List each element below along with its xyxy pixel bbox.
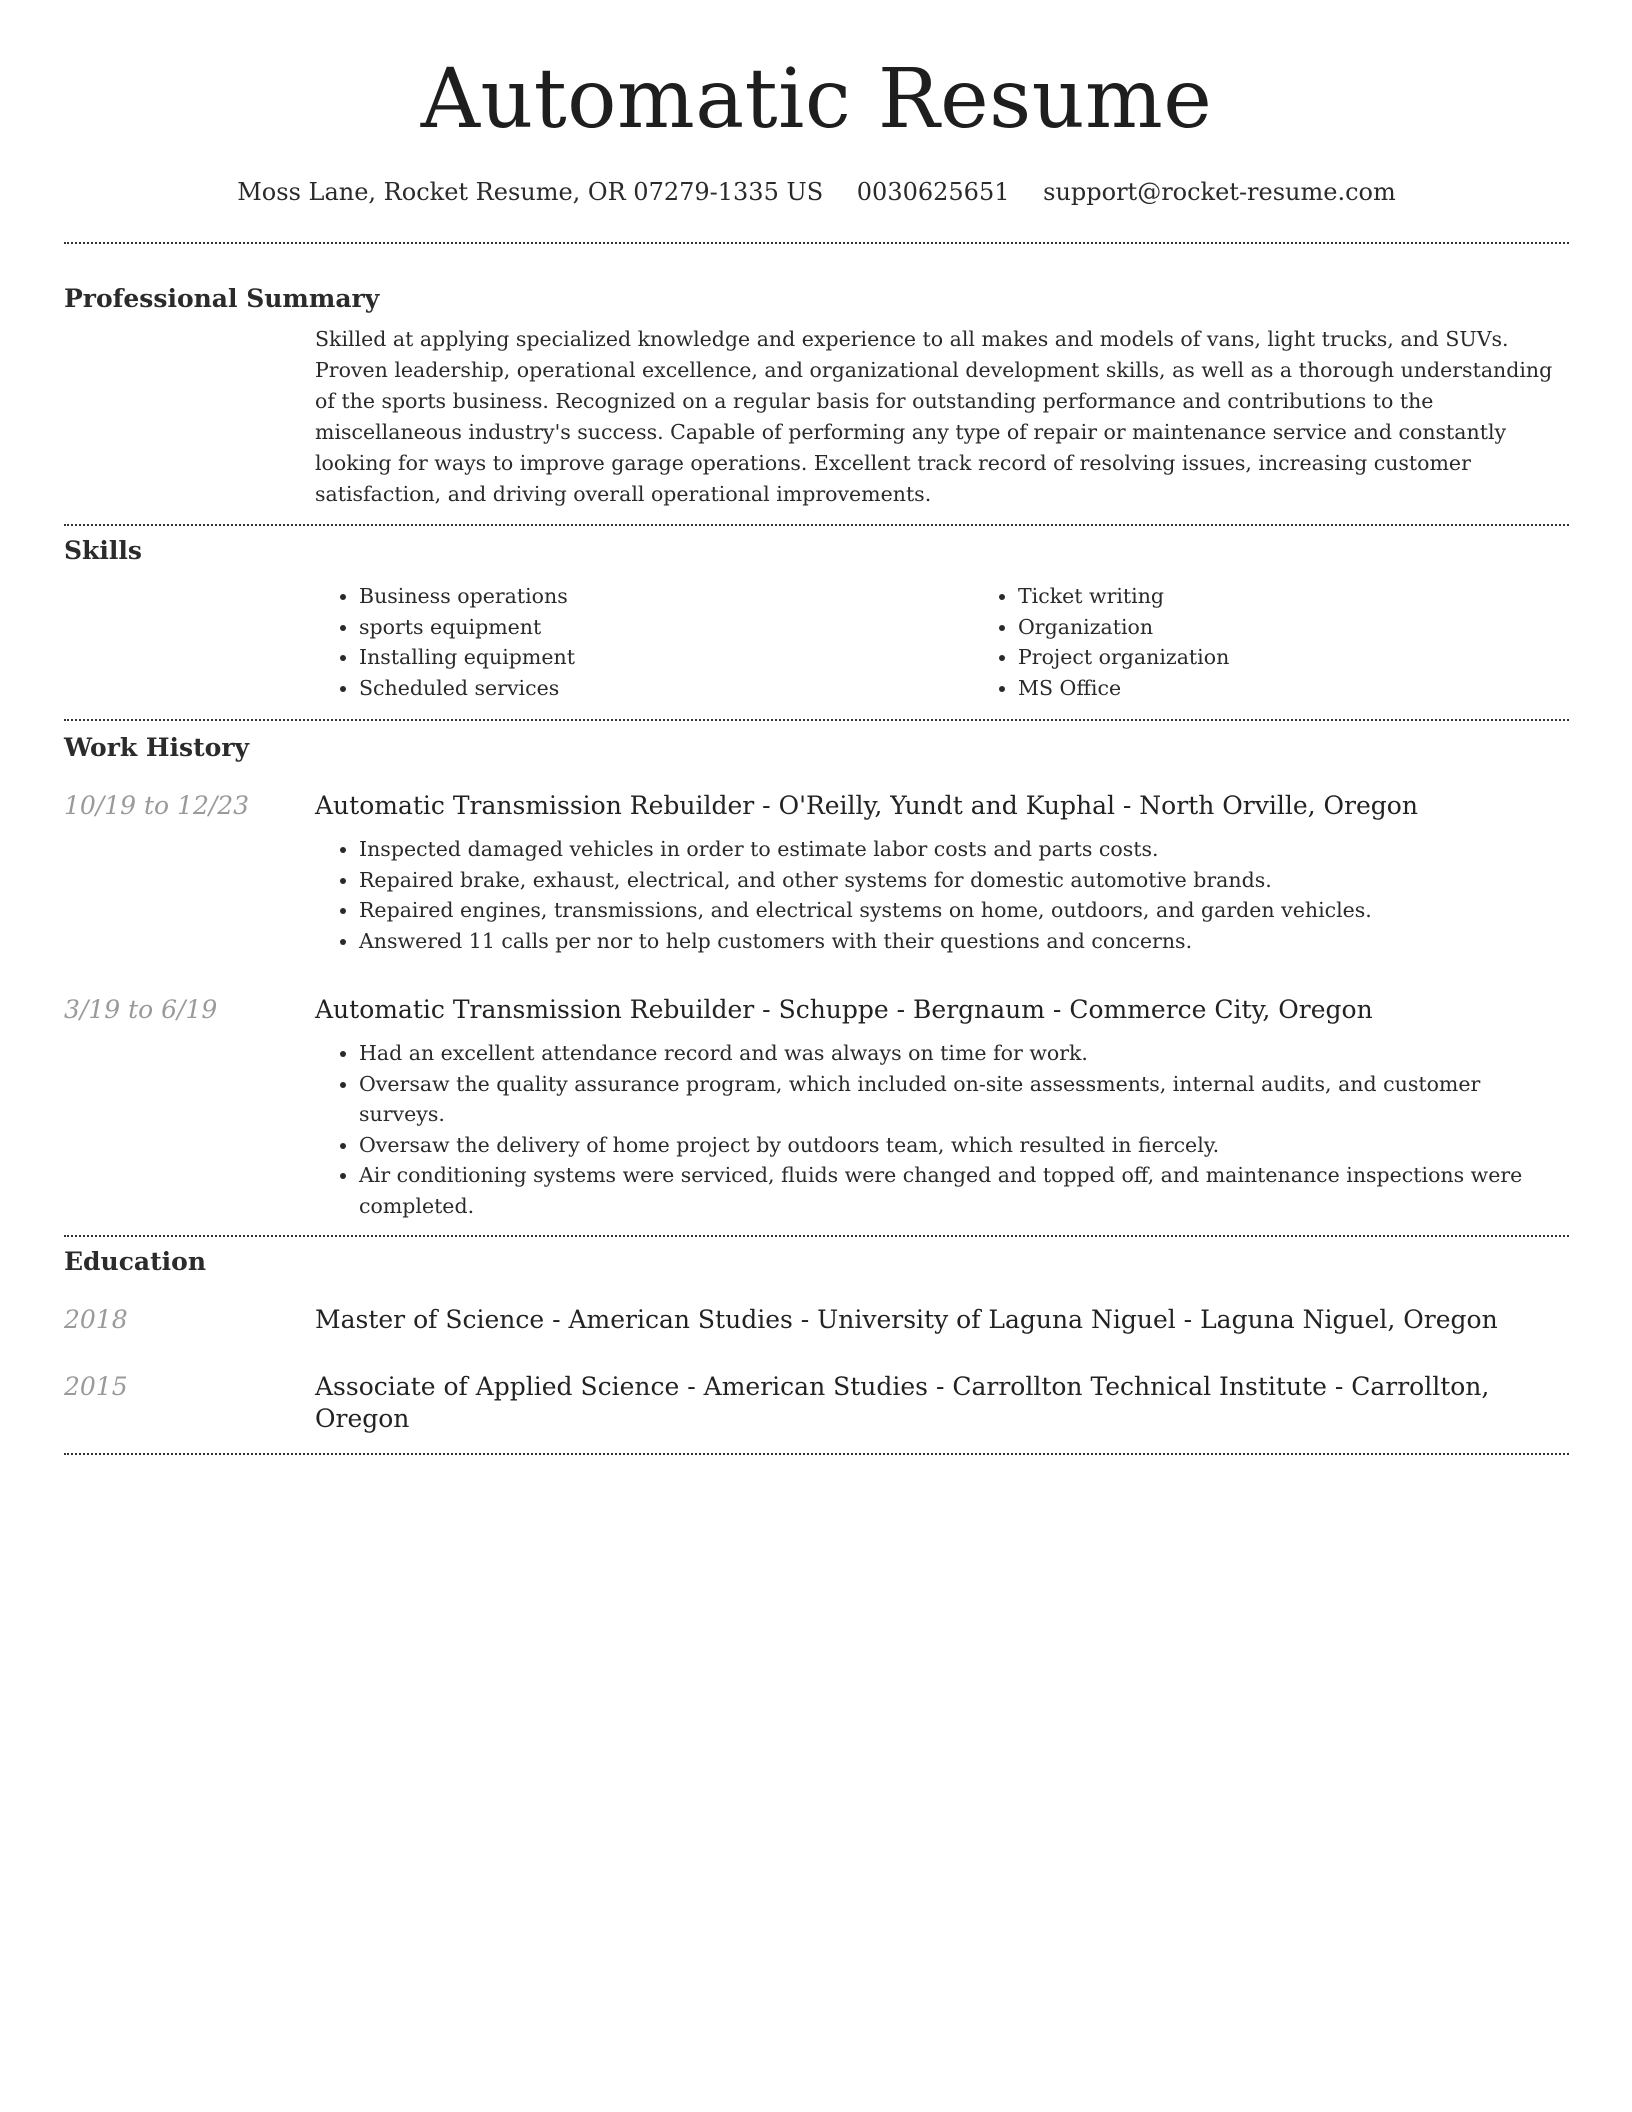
resume-page — [64, 0, 1569, 1455]
education-detail: Associate of Applied Science - American Studies - Carrollton Technical Institute - Carrollton, Oregon — [315, 1372, 1490, 1433]
work-heading: Work History — [64, 733, 250, 762]
summary-section — [64, 244, 1569, 524]
skill-item: • Scheduled services — [359, 673, 974, 704]
phone-text: 0030625651 — [856, 178, 1010, 206]
skill-item: • Installing equipment — [359, 642, 974, 673]
job-entry — [64, 994, 1569, 1221]
skill-item: • sports equipment — [359, 612, 974, 643]
education-section — [64, 1237, 1569, 1453]
job-bullet: • Answered 11 calls per nor to help customers with their questions and concerns. — [359, 926, 1569, 957]
skills-list-left — [315, 581, 974, 703]
email-link[interactable]: support@rocket-resume.com — [1043, 178, 1396, 206]
job-bullets — [315, 1038, 1569, 1221]
skill-item: • Project organization — [1018, 642, 1632, 673]
skill-item: • MS Office — [1018, 673, 1632, 704]
job-bullet: • Oversaw the delivery of home project by outdoors team, which resulted in fiercely. — [359, 1130, 1569, 1161]
job-dates: 10/19 to 12/23 — [64, 791, 250, 820]
summary-text: Skilled at applying specialized knowledge and experience to all makes and models of vans, light trucks, and SUVs. Proven leadership, operational excellence, and organizational development skills, as well as a thorough understanding of the sports business. Recognized on a regular basis for outstanding performance and contributions to the miscellaneous industry's success. Capable of performing any type of repair or maintenance service and constantly looking for ways to improve garage operations. Excellent track record of resolving issues, increasing customer satisfaction, and driving overall operational improvements. — [315, 327, 1553, 506]
job-bullets — [315, 834, 1569, 956]
skills-section — [64, 526, 1569, 719]
address-text: Moss Lane, Rocket Resume, OR 07279-1335 US — [237, 178, 824, 206]
work-section — [64, 721, 1569, 1235]
education-year: 2015 — [64, 1372, 128, 1401]
job-bullet: • Repaired brake, exhaust, electrical, and other systems for domestic automotive brands. — [359, 865, 1569, 896]
skill-item: • Organization — [1018, 612, 1632, 643]
summary-heading: Professional Summary — [64, 284, 380, 313]
job-bullet: • Repaired engines, transmissions, and electrical systems on home, outdoors, and garden vehicles. — [359, 895, 1569, 926]
job-bullet: • Had an excellent attendance record and was always on time for work. — [359, 1038, 1569, 1069]
education-entry — [64, 1304, 1569, 1336]
education-detail: Master of Science - American Studies - University of Laguna Niguel - Laguna Niguel, Oregon — [315, 1305, 1498, 1334]
education-year: 2018 — [64, 1305, 128, 1334]
job-bullet: • Inspected damaged vehicles in order to estimate labor costs and parts costs. — [359, 834, 1569, 865]
job-heading: Automatic Transmission Rebuilder - O'Reilly, Yundt and Kuphal - North Orville, Oregon — [315, 791, 1418, 820]
job-bullet: • Air conditioning systems were serviced, fluids were changed and topped off, and maintenance inspections were completed. — [359, 1160, 1569, 1221]
skill-item: • Ticket writing — [1018, 581, 1632, 612]
skills-heading: Skills — [64, 536, 142, 565]
job-heading: Automatic Transmission Rebuilder - Schuppe - Bergnaum - Commerce City, Oregon — [315, 995, 1373, 1024]
divider — [64, 1453, 1569, 1455]
contact-line — [64, 176, 1569, 208]
education-entry — [64, 1371, 1569, 1435]
job-entry — [64, 790, 1569, 956]
job-bullet: • Oversaw the quality assurance program, which included on-site assessments, internal audits, and customer surveys. — [359, 1069, 1569, 1130]
candidate-name: Automatic Resume — [420, 52, 1213, 147]
skill-item: • Business operations — [359, 581, 974, 612]
education-heading: Education — [64, 1247, 207, 1276]
job-dates: 3/19 to 6/19 — [64, 995, 218, 1024]
skills-list-right — [974, 581, 1632, 703]
